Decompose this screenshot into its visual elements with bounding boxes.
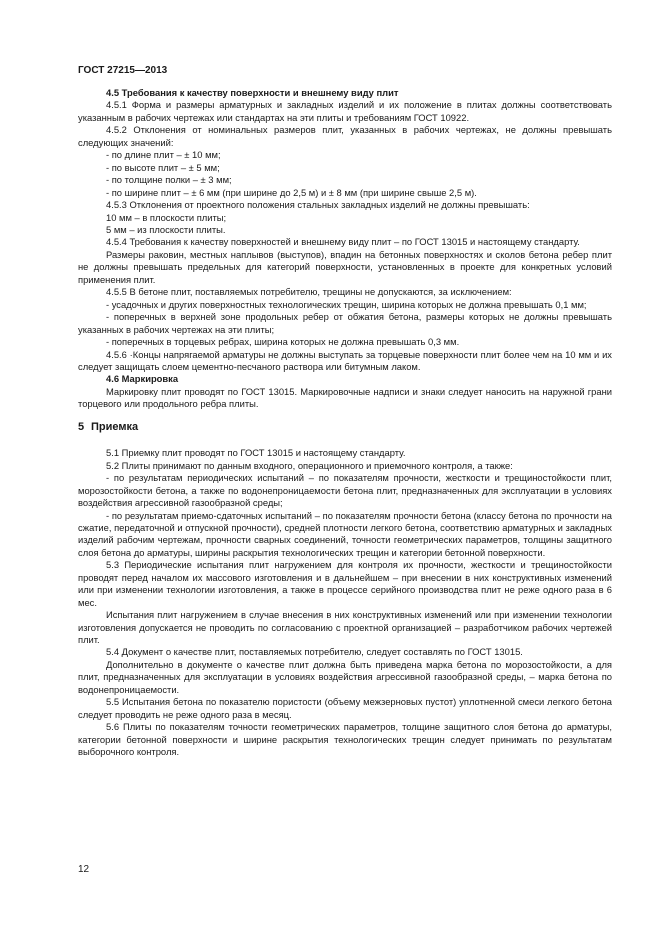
section-heading-4-6: 4.6 Маркировка [106,373,179,385]
paragraph-4-5-4: 4.5.4 Требования к качеству поверхностей и внешнему виду плит – по ГОСТ 13015 и настоящему стандарту. [106,236,580,248]
list-item: - поперечных в торцевых ребрах, ширина которых не должна превышать 0,3 мм. [106,336,460,348]
paragraph-5-3: 5.3 Периодические испытания плит нагружением для контроля их прочности, жесткости и трещиностойкости проводят перед началом их массового изготовления и в дальнейшем – при внесении в них конструктивных изменений или при изменении технологии изготовления, а также в процессе серийного производства плит не реже одного раза в 6 мес. [78,559,612,608]
paragraph-5-1: 5.1 Приемку плит проводят по ГОСТ 13015 и настоящему стандарту. [106,447,406,459]
document-header: ГОСТ 27215—2013 [78,65,168,76]
paragraph-5-5: 5.5 Испытания бетона по показателю пористости (объему межзерновых пустот) уплотненной смеси легкого бетона следует проводить не реже одного раза в месяц. [78,696,612,720]
section-number: 5 [78,420,85,433]
list-item: - по результатам приемо-сдаточных испытаний – по показателям прочности бетона (классу бетона по прочности на сжатие, передаточной и отпускной прочности), средней плотности легкого бетона, соответствию арматурных и закладных изделий рабочим чертежам, прочности сварных соединений, точности геометрических параметров, толщины защитного слоя бетона до арматуры, ширины раскрытия технологических трещин и категории бетонной поверхности. [78,509,612,558]
paragraph-4-5-6: 4.5.6 ·Концы напрягаемой арматуры не должны выступать за торцевые поверхности плит более чем на 10 мм и их следует защищать слоем цементно-песчаного раствора или битумным лаком. [78,348,612,372]
list-item: - по высоте плит – ± 5 мм; [106,161,220,173]
section-heading-4-5: 4.5 Требования к качеству поверхности и внешнему виду плит [106,87,399,98]
paragraph-4-5-3: 4.5.3 Отклонения от проектного положения стальных закладных изделий не должны превышать: [106,199,530,211]
section-title: Приемка [91,420,139,433]
list-item: - по результатам периодических испытаний – по показателям прочности, жесткости и трещиностойкости плит, морозостойкости бетона, а также по водонепроницаемости бетона плит, предназначенных для эксплуатации в условиях воздействия агрессивной газообразной среды; [78,472,612,509]
list-item: 5 мм – из плоскости плиты. [106,223,226,235]
section-heading-5 [78,421,612,433]
document-body [78,87,612,759]
paragraph: Испытания плит нагружением в случае внесения в них конструктивных изменений или при изменении технологии изготовления допускается не проводить по согласованию с проектной организацией – разработчиком рабочих чертежей плит. [78,609,612,646]
list-item: - по длине плит – ± 10 мм; [106,149,221,161]
paragraph-4-5-5: 4.5.5 В бетоне плит, поставляемых потребителю, трещины не допускаются, за исключением: [106,286,512,298]
list-item: 10 мм – в плоскости плиты; [106,211,227,223]
list-item: - по толщине полки – ± 3 мм; [106,174,232,186]
paragraph-5-4: 5.4 Документ о качестве плит, поставляемых потребителю, следует составлять по ГОСТ 13015. [106,646,523,658]
list-item: - усадочных и других поверхностных технологических трещин, ширина которых не должна превышать 0,1 мм; [106,298,587,310]
paragraph: Дополнительно в документе о качестве плит должна быть приведена марка бетона по морозостойкости, а для плит, предназначенных для эксплуатации в условиях воздействия агрессивной газообразной среды, – марка бетона по водонепроницаемости. [78,658,612,695]
list-item: - по ширине плит – ± 6 мм (при ширине до 2,5 м) и ± 8 мм (при ширине свыше 2,5 м). [106,186,477,198]
paragraph-4-5-2: 4.5.2 Отклонения от номинальных размеров плит, указанных в рабочих чертежах, не должны превышать следующих значений: [78,124,612,148]
page-number: 12 [78,864,90,875]
paragraph-4-5-1: 4.5.1 Форма и размеры арматурных и закладных изделий и их положение в плитах должны соответствовать указанным в рабочих чертежах или стандартах на эти плиты и требованиям ГОСТ 10922. [78,99,612,123]
paragraph-5-2: 5.2 Плиты принимают по данным входного, операционного и приемочного контроля, а также: [106,459,513,471]
paragraph: Маркировку плит проводят по ГОСТ 13015. Маркировочные надписи и знаки следует наносить на наружной грани торцевого или продольного ребра плиты. [78,385,612,410]
list-item: - поперечных в верхней зоне продольных ребер от обжатия бетона, размеры которых не должны превышать указанных в рабочих чертежах на эти плиты; [78,311,612,335]
paragraph-5-6: 5.6 Плиты по показателям точности геометрических параметров, толщине защитного слоя бетона до арматуры, категории бетонной поверхности и ширине раскрытия технологических трещин следует принимать по результатам выборочного контроля. [78,721,612,758]
paragraph: Размеры раковин, местных наплывов (выступов), впадин на бетонных поверхностях и сколов бетона ребер плит не должны превышать предельных для категорий поверхности, установленных в проекте для конкретных условий применения плит. [78,248,612,285]
